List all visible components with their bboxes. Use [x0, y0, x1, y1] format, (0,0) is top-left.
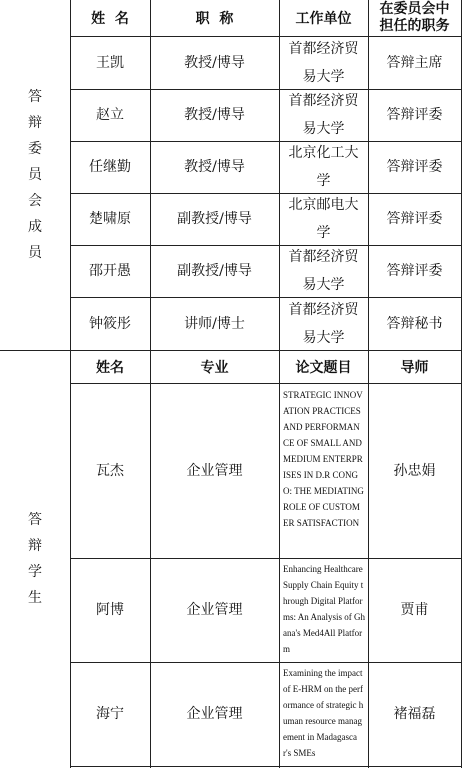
committee-name: 任继勤	[89, 159, 131, 175]
student-thesis: STRATEGIC INNOVATION PRACTICES AND PERFORMANCE OF SMALL AND MEDIUM ENTERPRISES IN D.R CONGO: THE MEDIATING ROLE OF CUSTOMER SATISFACTION	[283, 390, 364, 528]
committee-name: 王凯	[96, 54, 124, 71]
student-name: 瓦杰	[96, 462, 124, 479]
committee-org: 首都经济贸易大学	[288, 40, 359, 85]
student-thesis: Enhancing Healthcare Supply Chain Equity through Digital Platforms: An Analysis of Ghana's Med4All Platform	[283, 564, 366, 654]
committee-title: 教授/博导	[184, 54, 245, 71]
committee-role: 答辩评委	[386, 107, 443, 123]
committee-title: 副教授/博导	[177, 263, 252, 279]
students-header-name: 姓名	[96, 359, 124, 376]
committee-name: 赵立	[96, 107, 124, 123]
committee-role: 答辩秘书	[386, 315, 443, 332]
committee-title: 副教授/博导	[177, 211, 252, 227]
committee-name: 钟筱彤	[89, 315, 131, 332]
students-side-label: 答 辩 学 生	[28, 512, 42, 606]
committee-name: 楚啸原	[89, 211, 131, 227]
student-major: 企业管理	[186, 602, 243, 618]
students-header-major: 专业	[200, 359, 229, 376]
committee-header-role: 在委员会中担任的职务	[379, 1, 450, 34]
committee-org: 北京邮电大学	[288, 197, 359, 241]
student-advisor: 贾甫	[400, 602, 429, 618]
committee-role: 答辩主席	[386, 54, 443, 71]
committee-title: 讲师/博士	[184, 315, 245, 332]
committee-title: 教授/博导	[184, 159, 245, 175]
committee-org: 北京化工大学	[288, 145, 359, 189]
committee-header-title: 职 称	[195, 11, 234, 27]
committee-name: 邵开愚	[89, 263, 131, 279]
student-name: 海宁	[96, 706, 124, 722]
committee-header-org: 工作单位	[295, 11, 352, 27]
committee-side-label: 答 辩 委 员 会 成 员	[28, 89, 42, 261]
committee-org: 首都经济贸易大学	[288, 301, 359, 346]
committee-org: 首都经济贸易大学	[288, 249, 359, 293]
committee-org: 首都经济贸易大学	[288, 93, 359, 137]
student-advisor: 孙忠娟	[393, 462, 436, 479]
committee-title: 教授/博导	[184, 107, 245, 123]
committee-role: 答辩评委	[386, 263, 443, 279]
student-advisor: 褚福磊	[393, 706, 436, 722]
grid-line	[70, 766, 462, 767]
student-major: 企业管理	[186, 462, 243, 479]
student-name: 阿博	[96, 602, 124, 618]
students-header-advisor: 导师	[400, 359, 429, 376]
committee-role: 答辩评委	[386, 211, 443, 227]
students-header-thesis: 论文题目	[295, 359, 352, 376]
committee-role: 答辩评委	[386, 159, 443, 175]
student-major: 企业管理	[186, 706, 243, 722]
student-thesis: Examining the impact of E-HRM on the performance of strategic human resource management in Madagascar's SMEs	[283, 668, 364, 758]
committee-header-name: 姓 名	[91, 11, 129, 27]
